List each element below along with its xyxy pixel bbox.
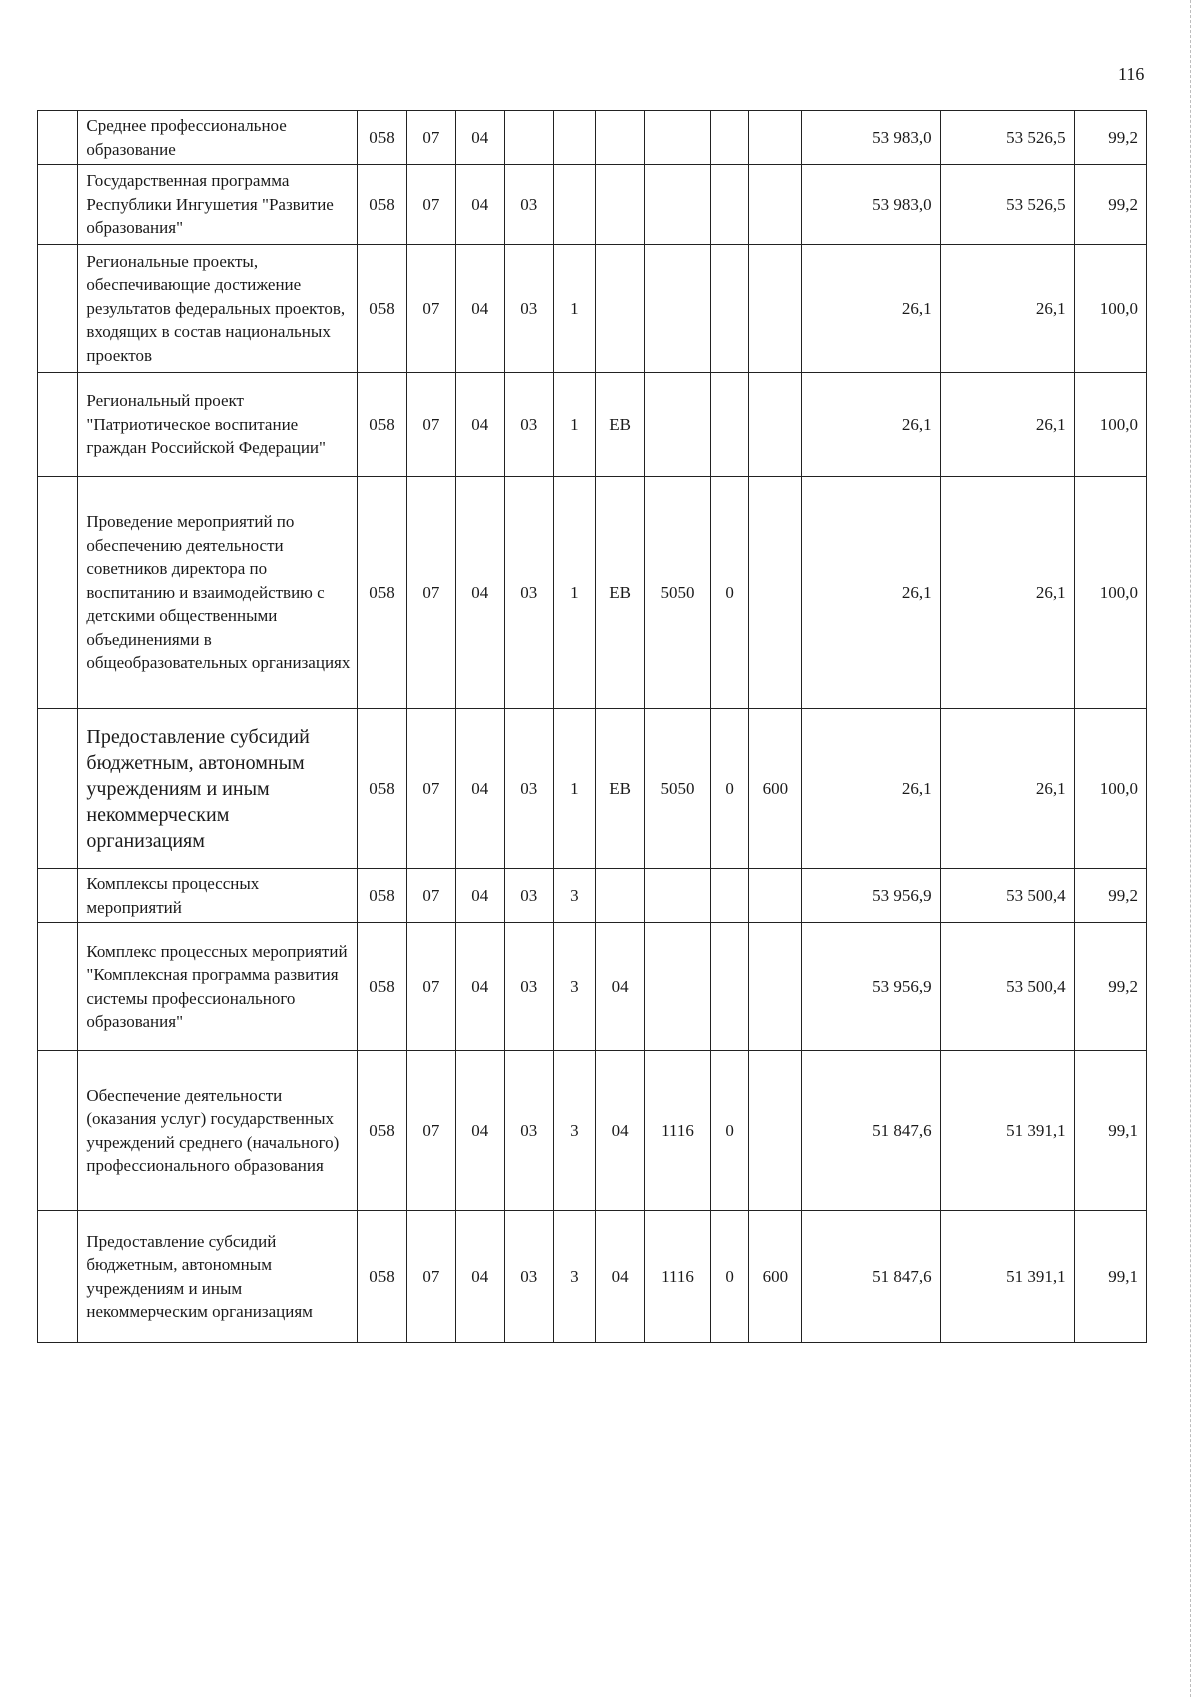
execution-percent: 100,0 [1074,245,1146,373]
planned-amount: 53 956,9 [802,869,940,923]
row-name: Обеспечение деятельности (оказания услуг) государственных учреждений среднего (начального) профессионального образования [78,1051,358,1211]
blank-cell [38,869,78,923]
code-project: 04 [596,1211,645,1343]
code-ministry: 058 [358,923,407,1051]
code-subprogram: 1 [553,373,596,477]
code-program: 03 [504,477,553,709]
code-subsection: 04 [455,111,504,165]
actual-amount: 53 526,5 [940,111,1074,165]
code-expense-type: 600 [749,1211,802,1343]
code-program: 03 [504,373,553,477]
code-section: 07 [406,1051,455,1211]
code-program: 03 [504,923,553,1051]
blank-cell [38,111,78,165]
code-program [504,111,553,165]
row-name: Комплекс процессных мероприятий "Комплексная программа развития системы профессионального образования" [78,923,358,1051]
code-subprogram [553,111,596,165]
code-subsection: 04 [455,373,504,477]
execution-percent: 100,0 [1074,373,1146,477]
blank-cell [38,477,78,709]
code-program: 03 [504,165,553,245]
code-direction [645,373,711,477]
code-program: 03 [504,869,553,923]
execution-percent: 99,1 [1074,1211,1146,1343]
code-program: 03 [504,245,553,373]
code-direction [645,923,711,1051]
planned-amount: 53 956,9 [802,923,940,1051]
actual-amount: 51 391,1 [940,1211,1074,1343]
code-section: 07 [406,709,455,869]
table-row [38,1211,1147,1343]
execution-percent: 99,2 [1074,869,1146,923]
code-section: 07 [406,869,455,923]
row-name: Предоставление субсидий бюджетным, автономным учреждениям и иным некоммерческим организациям [78,1211,358,1343]
planned-amount: 26,1 [802,245,940,373]
table-row [38,923,1147,1051]
code-project: 04 [596,923,645,1051]
row-name: Предоставление субсидий бюджетным, автономным учреждениям и иным некоммерческим организациям [78,709,358,869]
code-section: 07 [406,111,455,165]
code-sub-direction: 0 [711,709,749,869]
code-ministry: 058 [358,869,407,923]
actual-amount: 26,1 [940,245,1074,373]
code-program: 03 [504,709,553,869]
code-ministry: 058 [358,1051,407,1211]
code-direction [645,165,711,245]
blank-cell [38,709,78,869]
code-subsection: 04 [455,1051,504,1211]
code-subsection: 04 [455,709,504,869]
code-ministry: 058 [358,245,407,373]
code-sub-direction: 0 [711,1051,749,1211]
code-section: 07 [406,245,455,373]
code-direction [645,869,711,923]
blank-cell [38,1211,78,1343]
execution-percent: 99,1 [1074,1051,1146,1211]
code-ministry: 058 [358,165,407,245]
code-expense-type [749,111,802,165]
actual-amount: 26,1 [940,373,1074,477]
blank-cell [38,165,78,245]
code-project [596,245,645,373]
code-project: ЕВ [596,709,645,869]
code-sub-direction [711,245,749,373]
code-ministry: 058 [358,111,407,165]
actual-amount: 51 391,1 [940,1051,1074,1211]
page-number: 116 [1118,64,1145,84]
code-project: 04 [596,1051,645,1211]
execution-percent: 99,2 [1074,111,1146,165]
actual-amount: 53 500,4 [940,923,1074,1051]
code-sub-direction: 0 [711,477,749,709]
table-row [38,709,1147,869]
code-program: 03 [504,1211,553,1343]
code-subprogram: 3 [553,923,596,1051]
code-expense-type [749,373,802,477]
code-subsection: 04 [455,245,504,373]
code-expense-type [749,477,802,709]
execution-percent: 100,0 [1074,477,1146,709]
code-subsection: 04 [455,165,504,245]
code-sub-direction: 0 [711,1211,749,1343]
code-direction: 5050 [645,477,711,709]
code-expense-type [749,869,802,923]
code-subprogram: 3 [553,1211,596,1343]
row-name: Проведение мероприятий по обеспечению деятельности советников директора по воспитанию и взаимодействию с детскими общественными объединениями в общеобразовательных организациях [78,477,358,709]
code-expense-type [749,245,802,373]
code-program: 03 [504,1051,553,1211]
table-row [38,111,1147,165]
planned-amount: 53 983,0 [802,165,940,245]
scan-edge [1190,0,1191,1697]
actual-amount: 26,1 [940,709,1074,869]
code-subprogram: 1 [553,709,596,869]
code-project [596,165,645,245]
code-project: ЕВ [596,477,645,709]
table-row [38,165,1147,245]
code-expense-type: 600 [749,709,802,869]
code-subprogram: 3 [553,869,596,923]
row-name: Региональный проект "Патриотическое воспитание граждан Российской Федерации" [78,373,358,477]
actual-amount: 53 526,5 [940,165,1074,245]
actual-amount: 53 500,4 [940,869,1074,923]
code-subprogram: 1 [553,477,596,709]
code-section: 07 [406,373,455,477]
code-sub-direction [711,165,749,245]
planned-amount: 53 983,0 [802,111,940,165]
planned-amount: 51 847,6 [802,1051,940,1211]
planned-amount: 26,1 [802,709,940,869]
code-section: 07 [406,923,455,1051]
code-subprogram [553,165,596,245]
code-project: ЕВ [596,373,645,477]
code-direction: 5050 [645,709,711,869]
planned-amount: 51 847,6 [802,1211,940,1343]
code-expense-type [749,1051,802,1211]
code-expense-type [749,165,802,245]
row-name: Комплексы процессных мероприятий [78,869,358,923]
code-section: 07 [406,1211,455,1343]
blank-cell [38,373,78,477]
blank-cell [38,923,78,1051]
code-ministry: 058 [358,709,407,869]
code-ministry: 058 [358,373,407,477]
row-name: Региональные проекты, обеспечивающие достижение результатов федеральных проектов, входящих в состав национальных проектов [78,245,358,373]
table-row [38,869,1147,923]
code-sub-direction [711,373,749,477]
code-direction [645,111,711,165]
code-direction [645,245,711,373]
table-row [38,373,1147,477]
code-sub-direction [711,869,749,923]
code-expense-type [749,923,802,1051]
code-sub-direction [711,923,749,1051]
actual-amount: 26,1 [940,477,1074,709]
code-sub-direction [711,111,749,165]
code-subsection: 04 [455,1211,504,1343]
code-ministry: 058 [358,1211,407,1343]
code-direction: 1116 [645,1211,711,1343]
code-subsection: 04 [455,869,504,923]
table-row [38,1051,1147,1211]
code-subsection: 04 [455,477,504,709]
blank-cell [38,1051,78,1211]
planned-amount: 26,1 [802,373,940,477]
table-row [38,477,1147,709]
code-direction: 1116 [645,1051,711,1211]
code-subprogram: 3 [553,1051,596,1211]
table-row [38,245,1147,373]
code-project [596,111,645,165]
blank-cell [38,245,78,373]
planned-amount: 26,1 [802,477,940,709]
row-name: Среднее профессиональное образование [78,111,358,165]
code-subprogram: 1 [553,245,596,373]
execution-percent: 99,2 [1074,923,1146,1051]
execution-percent: 99,2 [1074,165,1146,245]
budget-table [37,110,1147,1343]
code-subsection: 04 [455,923,504,1051]
execution-percent: 100,0 [1074,709,1146,869]
code-section: 07 [406,477,455,709]
code-section: 07 [406,165,455,245]
code-project [596,869,645,923]
row-name: Государственная программа Республики Ингушетия "Развитие образования" [78,165,358,245]
code-ministry: 058 [358,477,407,709]
